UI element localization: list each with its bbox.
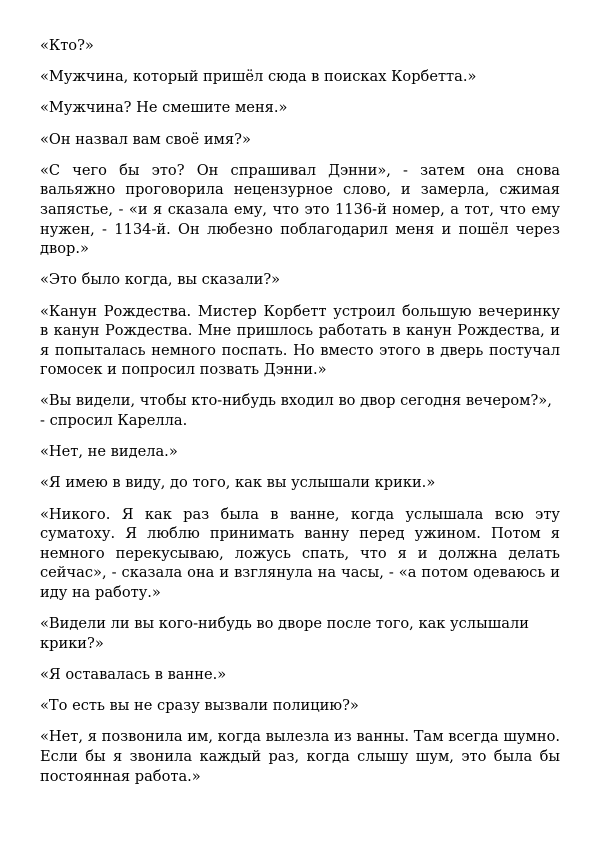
paragraph-3: «Мужчина? Не смешите меня.» — [40, 99, 288, 117]
paragraph-7: «Канун Рождества. Мистер Корбетт устроил большую вечеринку в канун Рождества. Мне пришлось работать в канун Рождества, и я попыталась немного поспать. Но вместо этого в дверь постучал гомосек и попросил позвать Дэнни.» — [40, 302, 560, 379]
paragraph-13: «Я оставалась в ванне.» — [40, 665, 227, 683]
paragraph-15: «Нет, я позвонила им, когда вылезла из ванны. Там всегда шумно. Если бы я звонила каждый раз, когда слышу шум, это была бы постоянная работа.» — [40, 728, 560, 785]
paragraph-8: «Вы видели, чтобы кто-нибудь входил во двор сегодня вечером?», - спросил Карелла. — [40, 392, 552, 430]
paragraph-14: «То есть вы не сразу вызвали полицию?» — [40, 697, 359, 715]
paragraph-11: «Никого. Я как раз была в ванне, когда услышала всю эту суматоху. Я люблю принимать ванну перед ужином. Потом я немного перекусываю, ложусь спать, что я и должна делать сейчас», - сказала она и взглянула на часы, - «а потом одеваюсь и иду на работу.» — [40, 505, 560, 601]
paragraph-6: «Это было когда, вы сказали?» — [40, 271, 281, 289]
paragraph-12: «Видели ли вы кого-нибудь во дворе после того, как услышали крики?» — [40, 615, 529, 652]
paragraph-10: «Я имею в виду, до того, как вы услышали крики.» — [40, 474, 436, 492]
paragraph-5: «С чего бы это? Он спрашивал Дэнни», - затем она снова вальяжно проговорила нецензурное слово, и замерла, сжимая запястье, - «и я сказала ему, что это 1136-й номер, а тот, что ему нужен, - 1134-й. Он любезно поблагодарил меня и пошёл через двор.» — [40, 161, 560, 258]
paragraph-4: «Он назвал вам своё имя?» — [40, 130, 251, 148]
paragraph-1: «Кто?» — [40, 37, 94, 54]
paragraph-9: «Нет, не видела.» — [40, 443, 178, 461]
paragraph-2: «Мужчина, который пришёл сюда в поисках Корбетта.» — [40, 68, 477, 86]
